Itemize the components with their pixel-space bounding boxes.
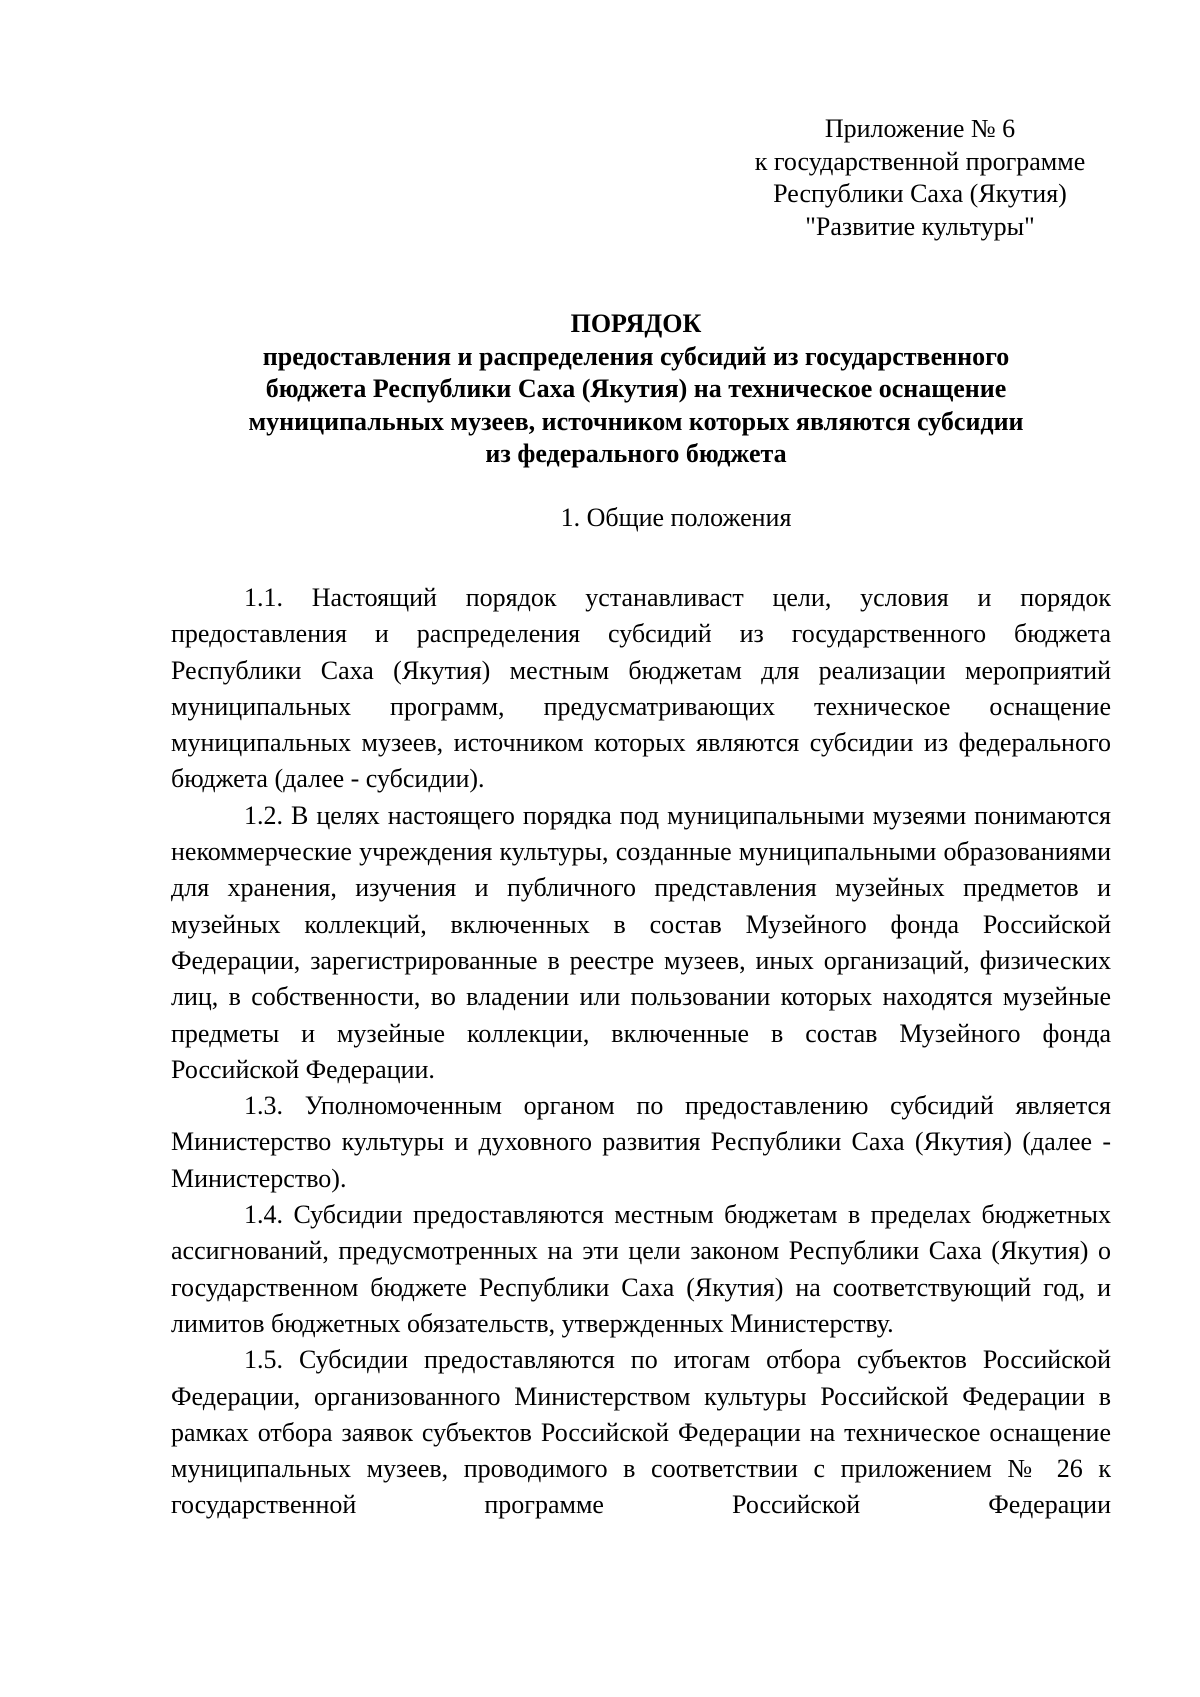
appendix-number: Приложение № 6 <box>824 114 1016 143</box>
title-line: предоставления и распределения субсидий из государственного <box>262 341 1010 371</box>
title-heading: ПОРЯДОК <box>570 309 702 338</box>
paragraph-1-2: 1.2. В целях настоящего порядка под муниципальными музеями понимаются некоммерческие учреждения культуры, созданные муниципальными образованиями для хранения, изучения и публичного представления музейных предметов и музейных коллекций, включенных в состав Музейного фонда Российской Федерации, зарегистрированные в реестре музеев, иных организаций, физических лиц, в собственности, во владении или пользовании которых находятся музейные предметы и музейные коллекции, включенные в состав Музейного фонда Российской Федерации. <box>171 800 1111 1084</box>
paragraph-1-5: 1.5. Субсидии предоставляются по итогам отбора субъектов Российской Федерации, организованного Министерством культуры Российской Федерации в рамках отбора заявок субъектов Российской Федерации на техническое оснащение муниципальных музеев, проводимого в соответствии с приложением № 26 к государственной программе Российской Федерации <box>171 1345 1111 1520</box>
title-line: муниципальных музеев, источником которых являются субсидии <box>248 406 1024 436</box>
section-heading: 1. Общие положения <box>560 503 792 532</box>
title-line: бюджета Республики Саха (Якутия) на техническое оснащение <box>265 374 1007 403</box>
paragraph-1-3: 1.3. Уполномоченным органом по предоставлению субсидий является Министерство культуры и духовного развития Республики Саха (Якутия) (далее - Министерство). <box>171 1091 1111 1193</box>
document-body <box>171 580 1111 1524</box>
paragraph-1-4: 1.4. Субсидии предоставляются местным бюджетам в пределах бюджетных ассигнований, предусмотренных на эти цели законом Республики Саха (Якутия) о государственном бюджете Республики Саха (Якутия) на соответствующий год, и лимитов бюджетных обязательств, утвержденных Министерству. <box>171 1200 1111 1338</box>
appendix-program-name: "Развитие культуры" <box>805 211 1035 241</box>
appendix-header <box>700 113 1140 243</box>
appendix-reference: к государственной программе <box>754 146 1086 176</box>
document-title <box>170 308 1102 471</box>
title-line: из федерального бюджета <box>485 439 787 468</box>
paragraph-1-1: 1.1. Настоящий порядок устанавливаст цели, условия и порядок предоставления и распределения субсидий из государственного бюджета Республики Саха (Якутия) местным бюджетам для реализации мероприятий муниципальных программ, предусматривающих техническое оснащение муниципальных музеев, источником которых являются субсидии из федерального бюджета (далее - субсидии). <box>171 583 1111 794</box>
appendix-republic: Республики Саха (Якутия) <box>773 179 1067 208</box>
